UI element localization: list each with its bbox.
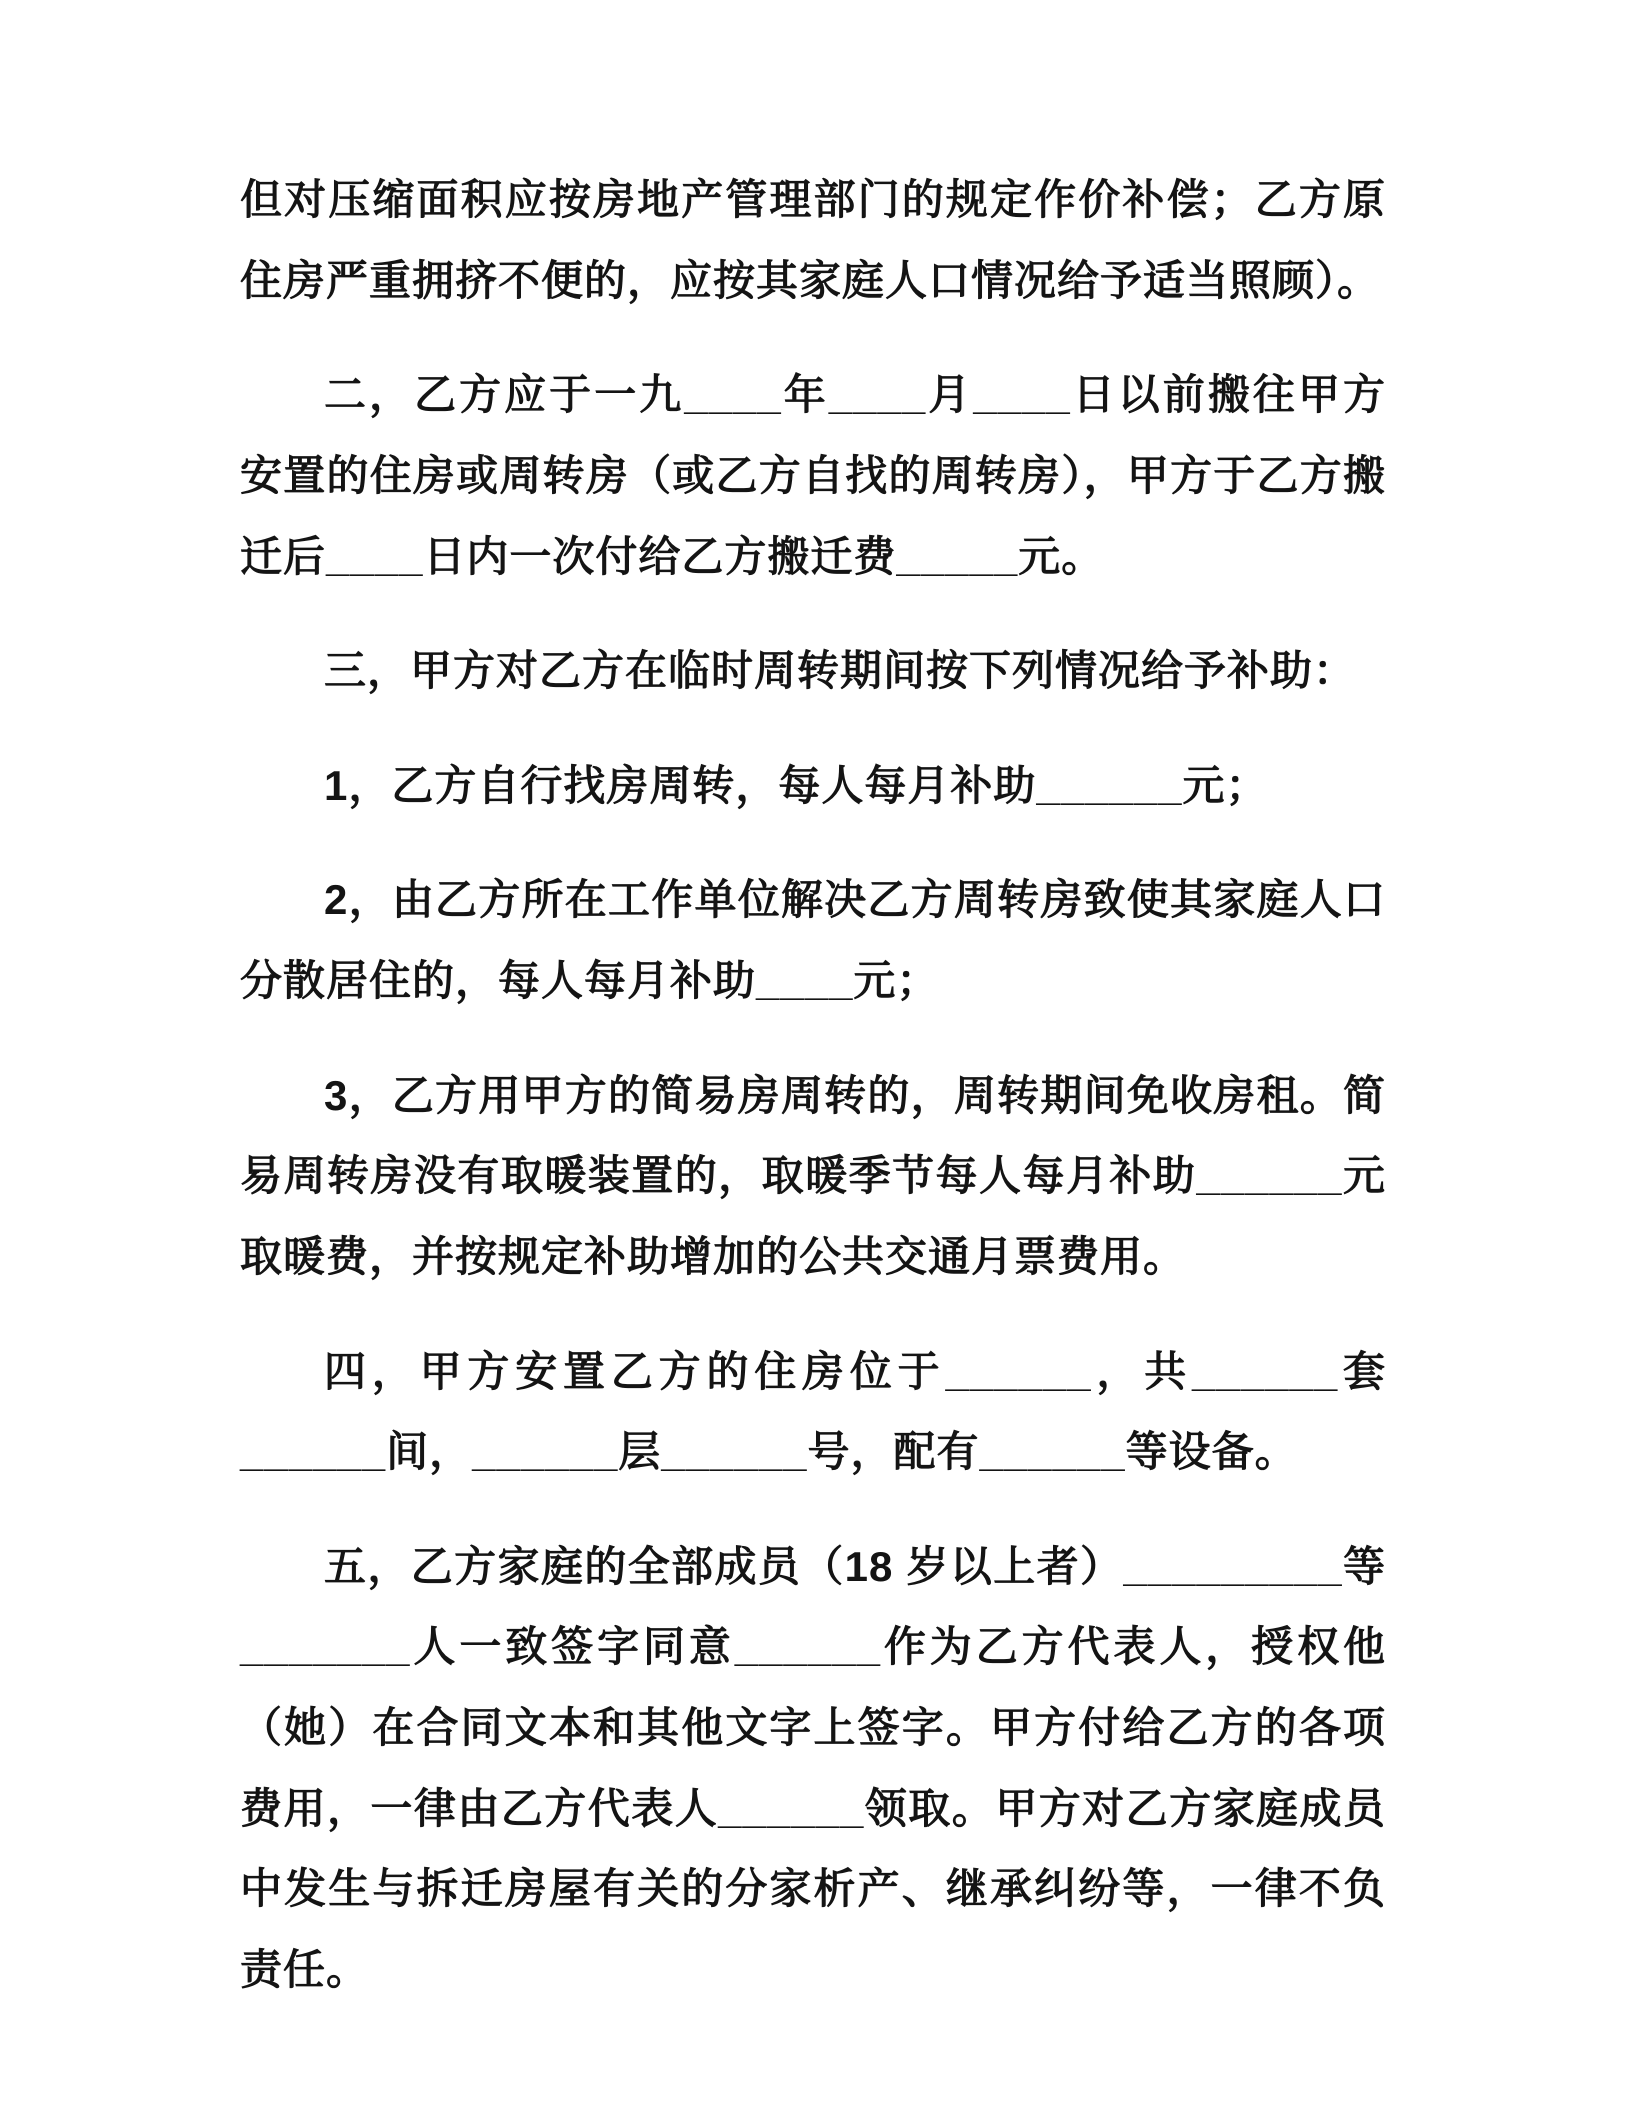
paragraph: 但对压缩面积应按房地产管理部门的规定作价补偿；乙方原住房严重拥挤不便的，应按其家庭人口情况给予适当照顾）。 bbox=[240, 176, 1386, 304]
paragraph: 二，乙方应于一九____年____月____日以前搬往甲方安置的住房或周转房（或乙方自找的周转房），甲方于乙方搬迁后____日内一次付给乙方搬迁费_____元。 bbox=[240, 371, 1386, 580]
paragraph: 3，乙方用甲方的简易房周转的，周转期间免收房租。简易周转房没有取暖装置的，取暖季节每人每月补助______元取暖费，并按规定补助增加的公共交通月票费用。 bbox=[240, 1071, 1386, 1280]
paragraph: 五，乙方家庭的全部成员（18 岁以上者）_________等_______人一致签字同意______作为乙方代表人，授权他（她）在合同文本和其他文字上签字。甲方付给乙方的各项费用，一律由乙方代表人______领取。甲方对乙方家庭成员中发生与拆迁房屋有关的分家析产、继承纠纷等，一律不负责任。 bbox=[240, 1542, 1386, 1993]
document-body bbox=[240, 160, 1386, 2011]
paragraph: 2，由乙方所在工作单位解决乙方周转房致使其家庭人口分散居住的，每人每月补助____元； bbox=[240, 876, 1386, 1004]
paragraph: 四，甲方安置乙方的住房位于______，共______套______间，______层______号，配有______等设备。 bbox=[240, 1347, 1386, 1476]
paragraph: 1，乙方自行找房周转，每人每月补助______元； bbox=[324, 761, 1269, 809]
paragraph: 三，甲方对乙方在临时周转期间按下列情况给予补助： bbox=[324, 647, 1357, 695]
